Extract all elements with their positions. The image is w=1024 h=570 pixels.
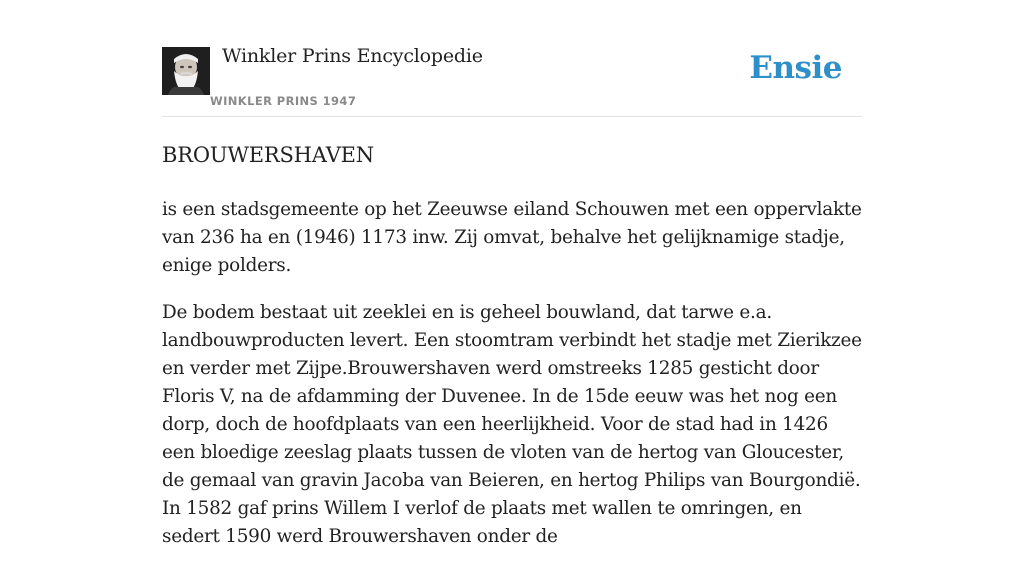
bearded-man-portrait-icon xyxy=(162,47,210,95)
article-paragraph: De bodem bestaat uit zeeklei en is geheel bouwland, dat tarwe e.a. landbouwproducten levert. Een stoomtram verbindt het stadje met Zierikzee en verder met Zijpe.Brouwershaven werd omstreeks 1285 gesticht door Floris V, na de afdamming der Duvenee. In de 15de eeuw was het nog een dorp, doch de hoofdplaats van een heerlijkheid. Voor de stad had in 1426 een bloedige zeeslag plaats tussen de vloten van de hertog van Gloucester, de gemaal van gravin Jacoba van Beieren, en hertog Philips van Bourgondië. In 1582 gaf prins Willem I verlof de plaats met wallen te omringen, en sedert 1590 werd Brouwershaven onder de xyxy=(162,302,862,547)
article-title: BROUWERSHAVEN xyxy=(162,143,374,167)
article-paragraph: is een stadsgemeente op het Zeeuwse eiland Schouwen met een oppervlakte van 236 ha en (1946) 1173 inw. Zij omvat, behalve het gelijknamige stadje, enige polders. xyxy=(162,199,862,276)
author-avatar[interactable] xyxy=(162,47,210,95)
article xyxy=(162,140,862,570)
site-title[interactable]: Winkler Prins Encyclopedie xyxy=(222,45,483,67)
source-label[interactable]: WINKLER PRINS 1947 xyxy=(210,94,357,108)
site-header xyxy=(162,0,862,117)
brand-logo[interactable]: Ensie xyxy=(749,50,842,86)
